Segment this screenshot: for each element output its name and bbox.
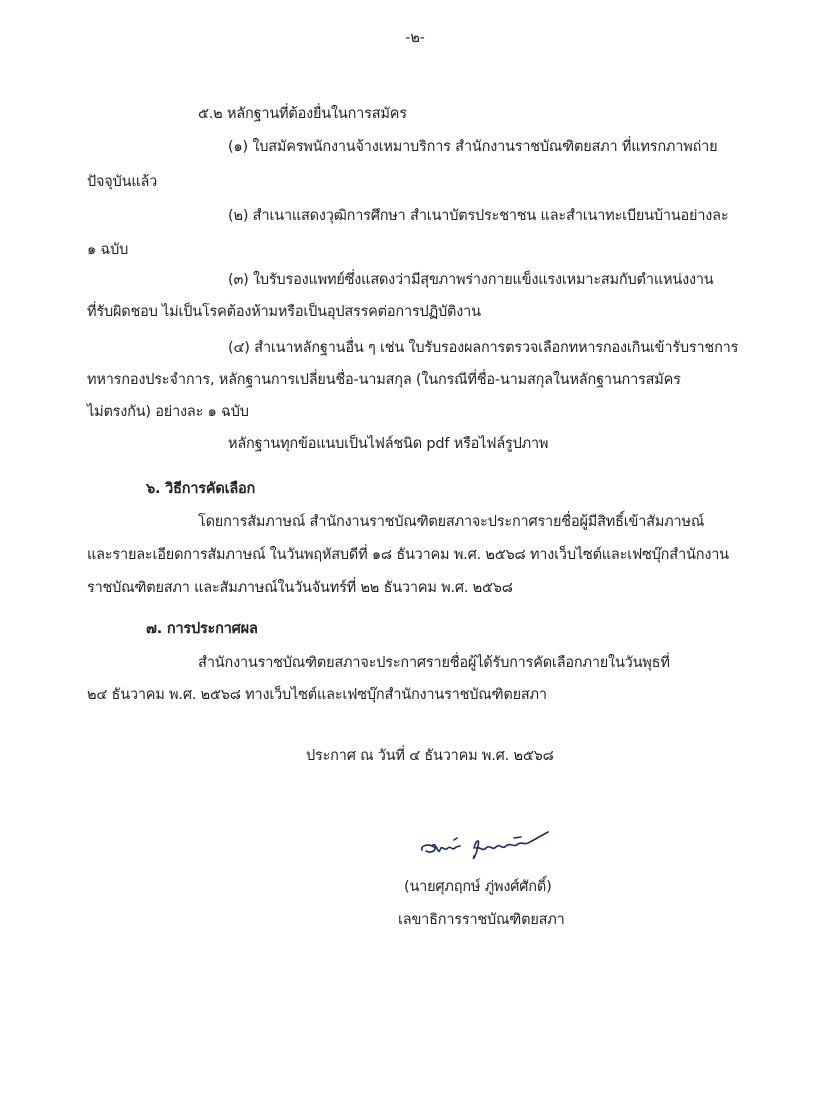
section-7-line-2: ๒๔ ธันวาคม พ.ศ. ๒๕๖๘ ทางเว็บไซต์และเฟซบุ๊กสำนักงานราชบัณฑิตยสภา [87,687,547,703]
item-2-line-2: ๑ ฉบับ [87,242,129,258]
signature-image [418,826,553,870]
signature-icon [418,826,553,866]
item-2-line-1: (๒) สำเนาแสดงวุฒิการศึกษา สำเนาบัตรประชาชน และสำเนาทะเบียนบ้านอย่างละ [228,208,729,224]
item-4-line-1: (๔) สำเนาหลักฐานอื่น ๆ เช่น ใบรับรองผลการตรวจเลือกทหารกองเกินเข้ารับราชการ [228,340,739,356]
signatory-name: (นายศุภฤกษ์ ภู่พงศ์ศักดิ์) [404,879,552,895]
section-6-line-1: โดยการสัมภาษณ์ สำนักงานราชบัณฑิตยสภาจะประกาศรายชื่อผู้มีสิทธิ์เข้าสัมภาษณ์ [198,514,705,530]
section-7-line-1: สำนักงานราชบัณฑิตยสภาจะประกาศรายชื่อผู้ได้รับการคัดเลือกภายในวันพุธที่ [198,655,670,671]
section-6-line-3: ราชบัณฑิตยสภา และสัมภาษณ์ในวันจันทร์ที่ ๒๒ ธันวาคม พ.ศ. ๒๕๖๘ [87,580,513,596]
item-4-line-3: ไม่ตรงกัน) อย่างละ ๑ ฉบับ [87,404,249,420]
section-5-2-heading: ๕.๒ หลักฐานที่ต้องยื่นในการสมัคร [198,106,407,122]
item-4-line-2: ทหารกองประจำการ, หลักฐานการเปลี่ยนชื่อ-นามสกุล (ในกรณีที่ชื่อ-นามสกุลในหลักฐานการสมัคร [87,372,681,388]
page-number: -๒- [405,30,425,46]
section-6-heading: ๖. วิธีการคัดเลือก [146,481,256,497]
item-1-line-2: ปัจจุบันแล้ว [87,174,158,190]
item-3-line-1: (๓) ใบรับรองแพทย์ซึ่งแสดงว่ามีสุขภาพร่างกายแข็งแรงเหมาะสมกับตำแหน่งงาน [228,272,714,288]
evidence-note: หลักฐานทุกข้อแนบเป็นไฟล์ชนิด pdf หรือไฟล์รูปภาพ [228,436,549,452]
item-1-line-1: (๑) ใบสมัครพนักงานจ้างเหมาบริการ สำนักงานราชบัณฑิตยสภา ที่แทรกภาพถ่าย [228,139,718,155]
signatory-title: เลขาธิการราชบัณฑิตยสภา [398,912,565,928]
section-7-heading: ๗. การประกาศผล [146,621,258,637]
section-6-line-2: และรายละเอียดการสัมภาษณ์ ในวันพฤหัสบดีที่ ๑๘ ธันวาคม พ.ศ. ๒๕๖๘ ทางเว็บไซต์และเฟซบุ๊กสำนักงาน [87,547,729,563]
announcement-date: ประกาศ ณ วันที่ ๔ ธันวาคม พ.ศ. ๒๕๖๘ [306,748,554,764]
item-3-line-2: ที่รับผิดชอบ ไม่เป็นโรคต้องห้ามหรือเป็นอุปสรรคต่อการปฏิบัติงาน [87,304,481,320]
